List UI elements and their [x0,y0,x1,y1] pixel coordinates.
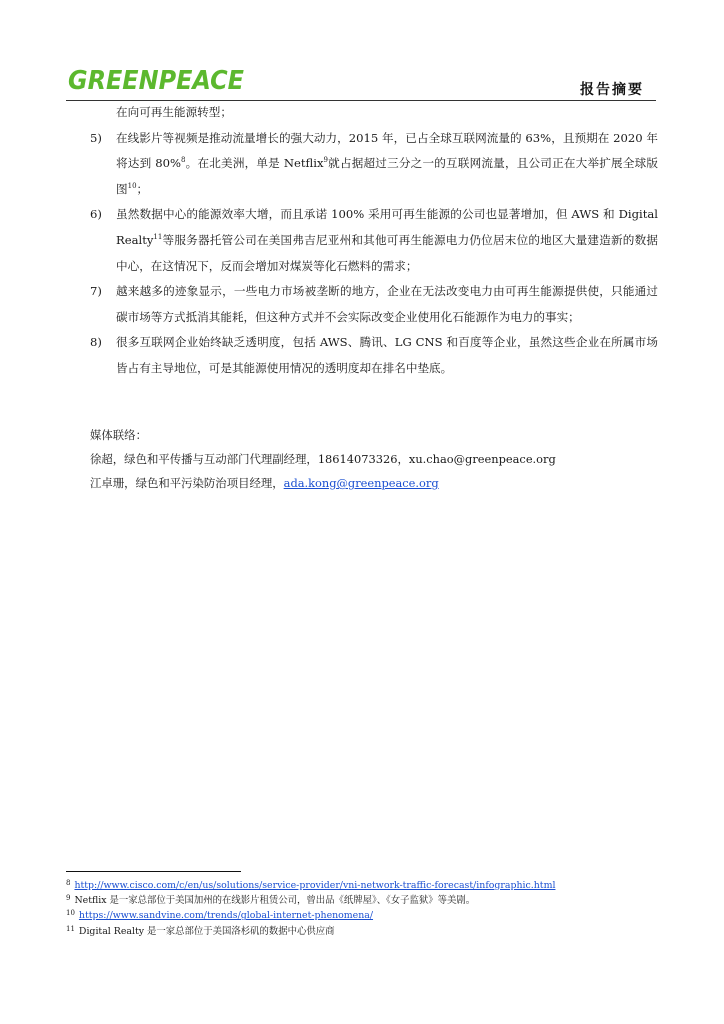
contact-2-label: 江卓珊，绿色和平污染防治项目经理， [90,476,284,490]
list-item [90,126,658,203]
item-text: ； [136,181,149,196]
footnote-ref-9[interactable]: 9 [323,156,328,165]
footnote-ref-10[interactable]: 10 [127,181,137,190]
item-text: 等服务器托管公司在美国弗吉尼亚州和其他可再生能源电力仍位居末位的地区大量建造新的数据中心，在这情况下，反而会增加对煤炭等化石燃料的需求； [116,232,658,273]
item-text: 虽然数据中心的能源效率大增，而且承诺 100% 采用可再生能源的公司也显著增加，但 AWS 和 Digital Realty [116,207,658,247]
footnote-11 [66,923,666,938]
greenpeace-logo [66,62,248,96]
footnotes [66,877,666,938]
item-number: 8) [90,335,102,350]
item-number: 6) [90,207,102,222]
item-number: 7) [90,284,102,299]
page-header [66,62,656,102]
report-summary-title: 报告摘要 [580,82,644,98]
item-text: 在线影片等视频是推动流量增长的强大动力，2015 年，已占全球互联网流量的 63%，且预期在 2020 年将达到 80% [116,130,658,171]
list-item [90,279,658,330]
item-number: 5) [90,130,102,145]
item-text: 很多互联网企业始终缺乏透明度，包括 AWS、腾讯、LG CNS 和百度等企业，虽然这些企业在所属市场皆占有主导地位，可是其能源使用情况的透明度却在排名中垫底。 [116,335,658,375]
list-item [90,100,658,126]
media-contacts [90,423,658,495]
footnote-number: 10 [66,909,75,918]
footnote-ref-11[interactable]: 11 [153,232,163,241]
media-heading: 媒体联络： [90,428,147,442]
footnote-link[interactable]: https://www.sandvine.com/trends/global-internet-phenomena/ [78,910,374,922]
list-item [90,202,658,279]
list-item [90,330,658,381]
contact-email-link[interactable]: ada.kong@greenpeace.org [283,476,439,490]
media-contact-2 [90,471,658,495]
footnote-number: 9 [66,894,71,903]
item-text: 越来越多的迹象显示，一些电力市场被垄断的地方，企业在无法改变电力由可再生能源提供使，只能通过碳市场等方式抵消其能耗，但这种方式并不会实际改变企业使用化石能源作为电力的事实； [116,284,658,324]
footnote-number: 8 [66,879,71,887]
footnote-9 [66,892,666,907]
footnote-8 [66,877,666,892]
summary-list [90,100,658,382]
footnote-text: Digital Realty 是一家总部位于美国洛杉矶的数据中心供应商 [78,925,335,937]
item-text: 。在北美洲，单是 Netflix [185,156,324,171]
media-contact-1: 徐超，绿色和平传播与互动部门代理副经理，18614073326，xu.chao@greenpeace.org [90,452,556,466]
footnote-divider [66,871,241,872]
item-text: 在向可再生能源转型； [116,105,232,119]
footnote-link[interactable]: http://www.cisco.com/c/en/us/solutions/service-provider/vni-network-traffic-forecast/infographic.html [74,880,556,891]
item-text: 就占据超过三分之一的互联网流量，且公司正在大举扩展全球版图 [116,156,658,196]
footnote-text: Netflix 是一家总部位于美国加州的在线影片租赁公司，曾出品《纸牌屋》、《女子监狱》等美剧。 [74,895,476,907]
footnote-ref-8[interactable]: 8 [181,156,186,165]
footnote-10 [66,907,666,922]
footnote-number: 11 [66,924,75,933]
svg-text:GREENPEACE: GREENPEACE [68,66,245,96]
